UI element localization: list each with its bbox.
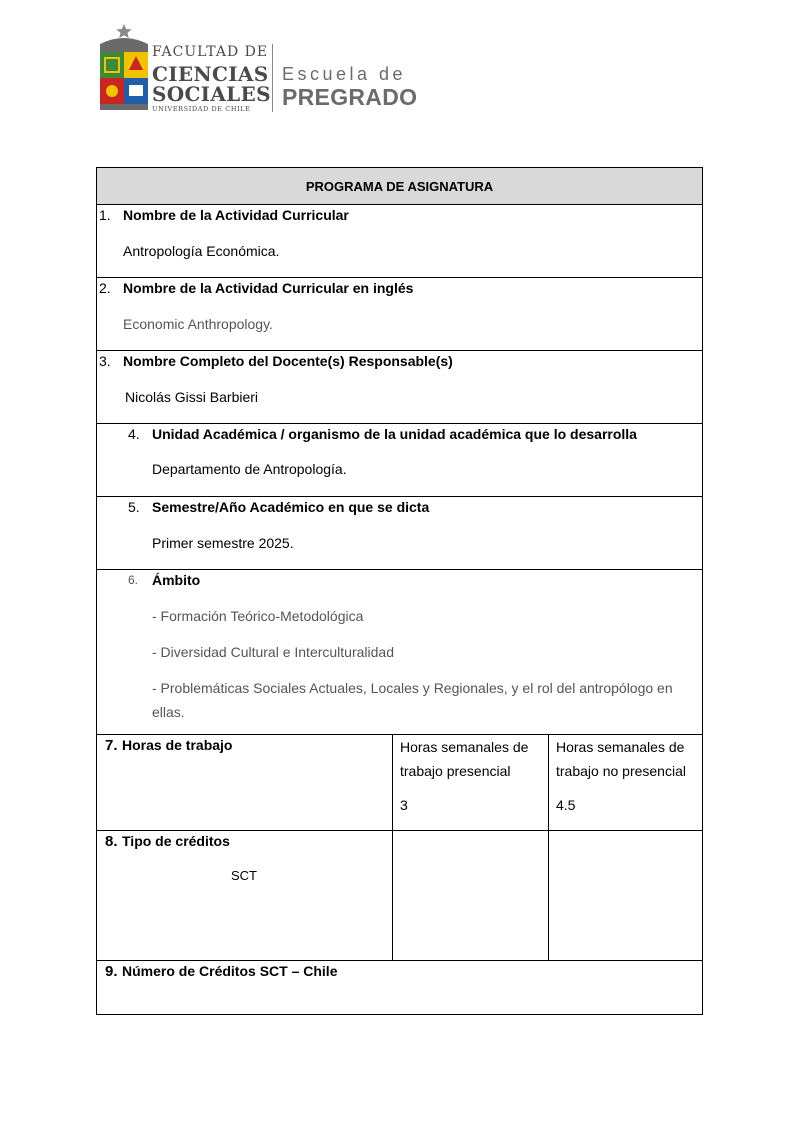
section-value: Primer semestre 2025.	[152, 535, 294, 551]
section-label: Ámbito	[152, 572, 201, 588]
faculty-line-3: SOCIALES	[152, 82, 271, 106]
section-label: Nombre Completo del Docente(s) Responsable(s)	[123, 353, 453, 369]
section-7-horas	[97, 735, 702, 831]
university-crest-icon	[96, 22, 152, 112]
ambito-item: - Diversidad Cultural e Interculturalidad	[152, 644, 394, 660]
section-2	[97, 278, 702, 351]
column-divider	[392, 735, 393, 961]
section-value: Antropología Económica.	[123, 243, 280, 259]
faculty-logo	[96, 22, 436, 114]
ambito-item: ellas.	[152, 704, 185, 720]
logo-divider	[272, 44, 273, 112]
ambito-item: - Formación Teórico-Metodológica	[152, 608, 364, 624]
section-4	[97, 424, 702, 497]
section-label: Nombre de la Actividad Curricular en inglés	[123, 280, 414, 296]
section-3	[97, 351, 702, 424]
section-value: Economic Anthropology.	[123, 316, 273, 332]
section-number: 4.	[128, 426, 140, 442]
university-name: UNIVERSIDAD DE CHILE	[152, 105, 251, 113]
section-number: 8.	[105, 833, 118, 850]
section-number: 9.	[105, 963, 118, 980]
pregrado-label: PREGRADO	[282, 84, 418, 110]
section-8-creditos	[97, 831, 702, 961]
section-value: Nicolás Gissi Barbieri	[125, 389, 259, 405]
section-label: Nombre de la Actividad Curricular	[123, 207, 349, 223]
escuela-label: Escuela de	[282, 64, 407, 84]
section-label: Unidad Académica / organismo de la unidad académica que lo desarrolla	[152, 426, 637, 442]
section-label: Número de Créditos SCT – Chile	[122, 963, 338, 979]
presencial-header-line2: trabajo presencial	[400, 763, 511, 779]
section-number: 7.	[105, 737, 118, 754]
section-label: Semestre/Año Académico en que se dicta	[152, 499, 430, 515]
no-presencial-header-line2: trabajo no presencial	[556, 763, 686, 779]
section-number: 3.	[99, 353, 111, 369]
section-value: SCT	[231, 868, 257, 883]
section-number: 6.	[128, 573, 139, 587]
section-6-ambito	[97, 570, 702, 735]
faculty-line-2: CIENCIAS	[152, 62, 269, 86]
section-label: Tipo de créditos	[122, 833, 230, 849]
section-number: 2.	[99, 280, 111, 296]
program-title: PROGRAMA DE ASIGNATURA	[97, 168, 702, 205]
section-9-numero-creditos	[97, 961, 702, 1014]
no-presencial-header-line1: Horas semanales de	[556, 739, 685, 755]
section-number: 1.	[99, 207, 111, 223]
column-divider	[548, 735, 549, 961]
ambito-item: - Problemáticas Sociales Actuales, Locales y Regionales, y el rol del antropólogo en	[152, 680, 673, 696]
section-number: 5.	[128, 499, 140, 515]
section-1	[97, 205, 702, 278]
presencial-value: 3	[400, 797, 408, 813]
program-table	[96, 167, 703, 1015]
presencial-header-line1: Horas semanales de	[400, 739, 529, 755]
section-5	[97, 497, 702, 570]
faculty-line-1: FACULTAD DE	[152, 44, 269, 60]
section-label: Horas de trabajo	[122, 737, 233, 753]
no-presencial-value: 4.5	[556, 797, 576, 813]
section-value: Departamento de Antropología.	[152, 461, 347, 477]
